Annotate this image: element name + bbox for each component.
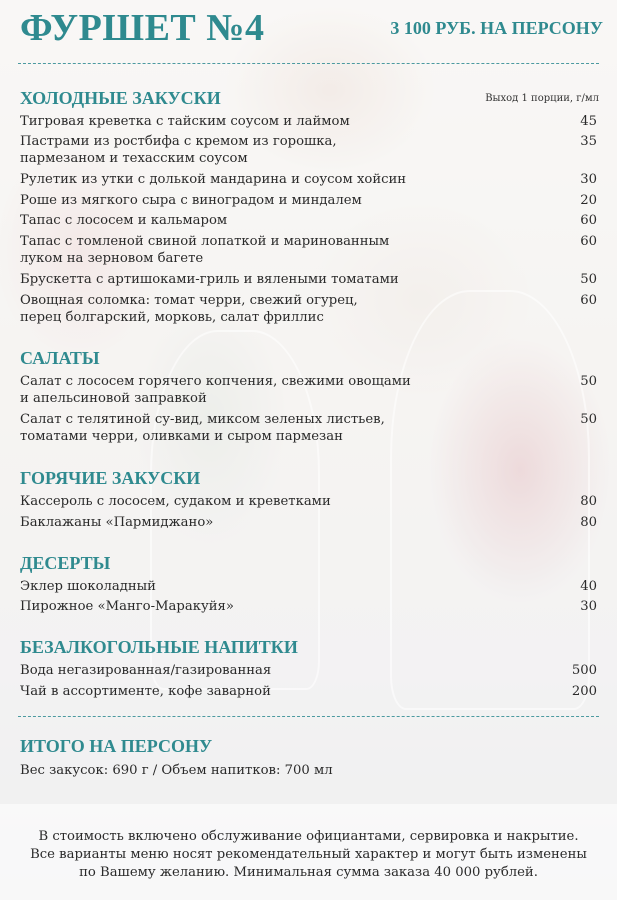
item-name: Роше из мягкого сыра с виноградом и миндалем (20, 193, 362, 208)
menu-item (20, 578, 597, 595)
item-qty: 60 (580, 234, 597, 249)
item-qty: 40 (580, 579, 597, 594)
item-name: Тапас с лососем и кальмаром (20, 213, 228, 228)
section-title-total: ИТОГО НА ПЕРСОНУ (20, 736, 213, 756)
item-qty: 60 (580, 213, 597, 228)
menu-item (20, 192, 597, 209)
item-name: Эклер шоколадный (20, 579, 156, 594)
item-name: Салат с телятиной су-вид, миксом зеленых листьев, томатами черри, оливками и сыром пармезан (20, 412, 385, 444)
item-qty: 30 (580, 599, 597, 614)
footer-note (10, 828, 607, 882)
item-qty: 35 (580, 134, 597, 149)
price-per-person: 3 100 РУБ. НА ПЕРСОНУ (390, 18, 603, 38)
menu-item (20, 292, 597, 326)
menu-item (20, 212, 597, 229)
item-qty: 50 (580, 272, 597, 287)
total-divider (18, 716, 599, 717)
menu-item (20, 113, 597, 130)
menu-item (20, 683, 597, 700)
footer-line: В стоимость включено обслуживание официантами, сервировка и накрытие. (38, 829, 579, 844)
menu-title: ФУРШЕТ №4 (20, 7, 265, 49)
item-qty: 200 (571, 684, 597, 699)
menu-item (20, 171, 597, 188)
item-qty: 20 (580, 193, 597, 208)
total-summary: Вес закусок: 690 г / Объем напитков: 700 мл (20, 763, 333, 778)
item-name: Пирожное «Манго-Маракуйя» (20, 599, 234, 614)
item-name: Пастрами из ростбифа с кремом из горошка, пармезаном и техасским соусом (20, 134, 337, 166)
item-qty: 45 (580, 114, 597, 129)
item-name: Вода негазированная/газированная (20, 663, 272, 678)
item-name: Салат с лососем горячего копчения, свежими овощами и апельсиновой заправкой (20, 374, 411, 406)
section-title-salads: САЛАТЫ (20, 348, 100, 368)
menu-item (20, 598, 597, 615)
menu-item (20, 662, 597, 679)
item-name: Чай в ассортименте, кофе заварной (20, 684, 271, 699)
header-divider (18, 63, 599, 64)
menu-item (20, 271, 597, 288)
item-qty: 80 (580, 515, 597, 530)
menu-item (20, 493, 597, 510)
menu-item (20, 411, 597, 445)
item-name: Рулетик из утки с долькой мандарина и соусом хойсин (20, 172, 407, 187)
item-name: Тигровая креветка с тайским соусом и лаймом (20, 114, 350, 129)
item-qty: 80 (580, 494, 597, 509)
footer-line: по Вашему желанию. Минимальная сумма заказа 40 000 рублей. (79, 865, 538, 880)
item-qty: 50 (580, 374, 597, 389)
menu-item (20, 514, 597, 531)
item-qty: 500 (571, 663, 597, 678)
item-name: Брускетта с артишоками-гриль и вялеными томатами (20, 272, 399, 287)
item-qty: 60 (580, 293, 597, 308)
footer-line: Все варианты меню носят рекомендательный характер и могут быть изменены (30, 847, 587, 862)
menu-item (20, 133, 597, 167)
menu-item (20, 373, 597, 407)
item-name: Овощная соломка: томат черри, свежий огурец, перец болгарский, морковь, салат фриллис (20, 293, 358, 325)
item-name: Кассероль с лососем, судаком и креветками (20, 494, 331, 509)
yield-note: Выход 1 порции, г/мл (485, 93, 599, 104)
item-qty: 50 (580, 412, 597, 427)
item-qty: 30 (580, 172, 597, 187)
section-title-soft-drinks: БЕЗАЛКОГОЛЬНЫЕ НАПИТКИ (20, 637, 298, 657)
section-title-hot-appetizers: ГОРЯЧИЕ ЗАКУСКИ (20, 468, 201, 488)
item-name: Тапас с томленой свиной лопаткой и маринованным луком на зерновом багете (20, 234, 390, 266)
section-title-desserts: ДЕСЕРТЫ (20, 553, 111, 573)
menu-item (20, 233, 597, 267)
item-name: Баклажаны «Пармиджано» (20, 515, 214, 530)
section-title-cold-appetizers: ХОЛОДНЫЕ ЗАКУСКИ (20, 88, 221, 108)
